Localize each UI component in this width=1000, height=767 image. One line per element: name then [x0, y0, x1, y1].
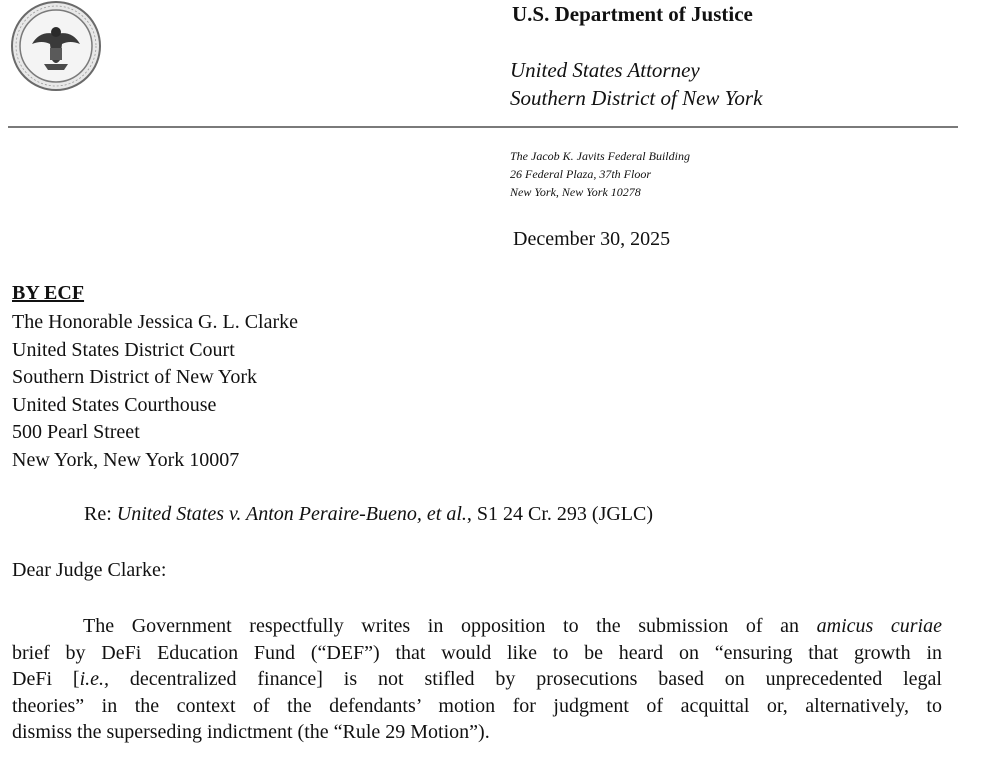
case-number: , S1 24 Cr. 293 (JGLC) [466, 503, 654, 525]
recipient-line: 500 Pearl Street [12, 421, 140, 443]
doj-seal-icon [10, 0, 102, 92]
body-line: DeFi [i.e., decentralized finance] is not stifled by prosecutions based on unprecedented legal [12, 668, 942, 690]
body-line: dismiss the superseding indictment (the “Rule 29 Motion”). [12, 721, 490, 743]
office-block [510, 56, 762, 112]
address-line: New York, New York 10278 [510, 185, 641, 199]
re-prefix: Re: [84, 503, 117, 525]
address-line: The Jacob K. Javits Federal Building [510, 149, 690, 163]
office-line: United States Attorney [510, 58, 700, 82]
re-line [84, 503, 653, 526]
office-line: Southern District of New York [510, 86, 763, 110]
recipient-line: United States Courthouse [12, 393, 217, 416]
header-divider [8, 126, 958, 128]
office-address [510, 147, 690, 201]
delivery-method: BY ECF [12, 282, 85, 304]
agency-name: U.S. Department of Justice [512, 2, 753, 26]
recipient-line: The Honorable Jessica G. L. Clarke [12, 311, 299, 333]
recipient-line: New York, New York 10007 [12, 448, 240, 471]
case-name: United States v. Anton Peraire-Bueno, et al. [116, 503, 467, 525]
address-line: 26 Federal Plaza, 37th Floor [510, 167, 651, 181]
recipient-line: Southern District of New York [12, 366, 257, 388]
body-line: brief by DeFi Education Fund (“DEF”) that would like to be heard on “ensuring that growth in [12, 641, 942, 664]
body-line: theories” in the context of the defendants’ motion for judgment of acquittal or, alternatively, to [12, 694, 942, 717]
body-paragraph [12, 613, 942, 746]
recipient-address [12, 309, 298, 474]
recipient-line: United States District Court [12, 338, 235, 361]
body-line: The Government respectfully writes in opposition to the submission of an amicus curiae [83, 615, 942, 637]
letter-date: December 30, 2025 [513, 228, 671, 250]
salutation: Dear Judge Clarke: [12, 559, 167, 581]
